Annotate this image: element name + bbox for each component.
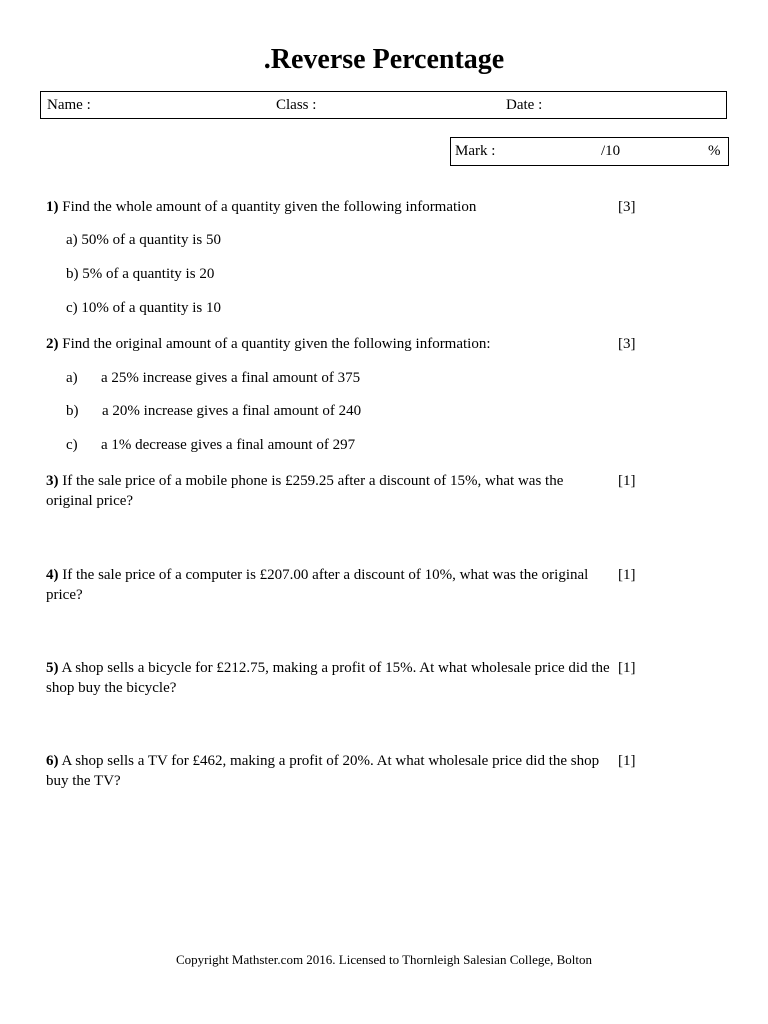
question-2c-text: a 1% decrease gives a final amount of 297 bbox=[101, 437, 356, 453]
date-label: Date : bbox=[506, 97, 543, 113]
question-1a: a) 50% of a quantity is 50 bbox=[66, 232, 221, 248]
question-number: 2) bbox=[46, 336, 59, 352]
question-number: 6) bbox=[46, 753, 59, 769]
mark-percent: % bbox=[708, 143, 721, 159]
question-4 bbox=[46, 565, 611, 605]
copyright-footer: Copyright Mathster.com 2016. Licensed to Thornleigh Salesian College, Bolton bbox=[175, 952, 593, 967]
question-text: Find the whole amount of a quantity given the following information bbox=[62, 199, 477, 215]
question-2b-text: a 20% increase gives a final amount of 240 bbox=[102, 403, 362, 419]
question-1 bbox=[46, 197, 611, 217]
question-number: 5) bbox=[46, 660, 59, 676]
question-text: Find the original amount of a quantity given the following information: bbox=[62, 336, 491, 352]
mark-total: /10 bbox=[601, 143, 621, 159]
question-1-marks: [3] bbox=[618, 199, 636, 215]
question-1b: b) 5% of a quantity is 20 bbox=[66, 266, 215, 282]
question-2b-label: b) bbox=[66, 403, 79, 419]
question-number: 1) bbox=[46, 199, 59, 215]
question-1c: c) 10% of a quantity is 10 bbox=[66, 300, 221, 316]
question-2a-text: a 25% increase gives a final amount of 375 bbox=[101, 370, 361, 386]
question-text: A shop sells a TV for £462, making a profit of 20%. At what wholesale price did the shop buy the TV? bbox=[46, 753, 600, 789]
question-number: 3) bbox=[46, 473, 59, 489]
question-text: If the sale price of a mobile phone is £259.25 after a discount of 15%, what was the original price? bbox=[46, 473, 564, 509]
question-2c-label: c) bbox=[66, 437, 78, 453]
question-text: A shop sells a bicycle for £212.75, making a profit of 15%. At what wholesale price did the shop buy the bicycle? bbox=[46, 660, 610, 696]
question-3 bbox=[46, 471, 611, 511]
question-5 bbox=[46, 658, 611, 698]
mark-label: Mark : bbox=[455, 143, 496, 159]
question-2-marks: [3] bbox=[618, 336, 636, 352]
class-label: Class : bbox=[276, 97, 317, 113]
mark-box bbox=[450, 137, 729, 166]
question-text: If the sale price of a computer is £207.00 after a discount of 10%, what was the original price? bbox=[46, 567, 589, 603]
question-6-marks: [1] bbox=[618, 753, 636, 769]
question-4-marks: [1] bbox=[618, 567, 636, 583]
question-2a-label: a) bbox=[66, 370, 78, 386]
page-title: .Reverse Percentage bbox=[263, 44, 505, 75]
question-number: 4) bbox=[46, 567, 59, 583]
question-2 bbox=[46, 334, 611, 354]
student-info-box bbox=[40, 91, 727, 119]
question-5-marks: [1] bbox=[618, 660, 636, 676]
name-label: Name : bbox=[47, 97, 91, 113]
question-6 bbox=[46, 751, 611, 791]
question-3-marks: [1] bbox=[618, 473, 636, 489]
